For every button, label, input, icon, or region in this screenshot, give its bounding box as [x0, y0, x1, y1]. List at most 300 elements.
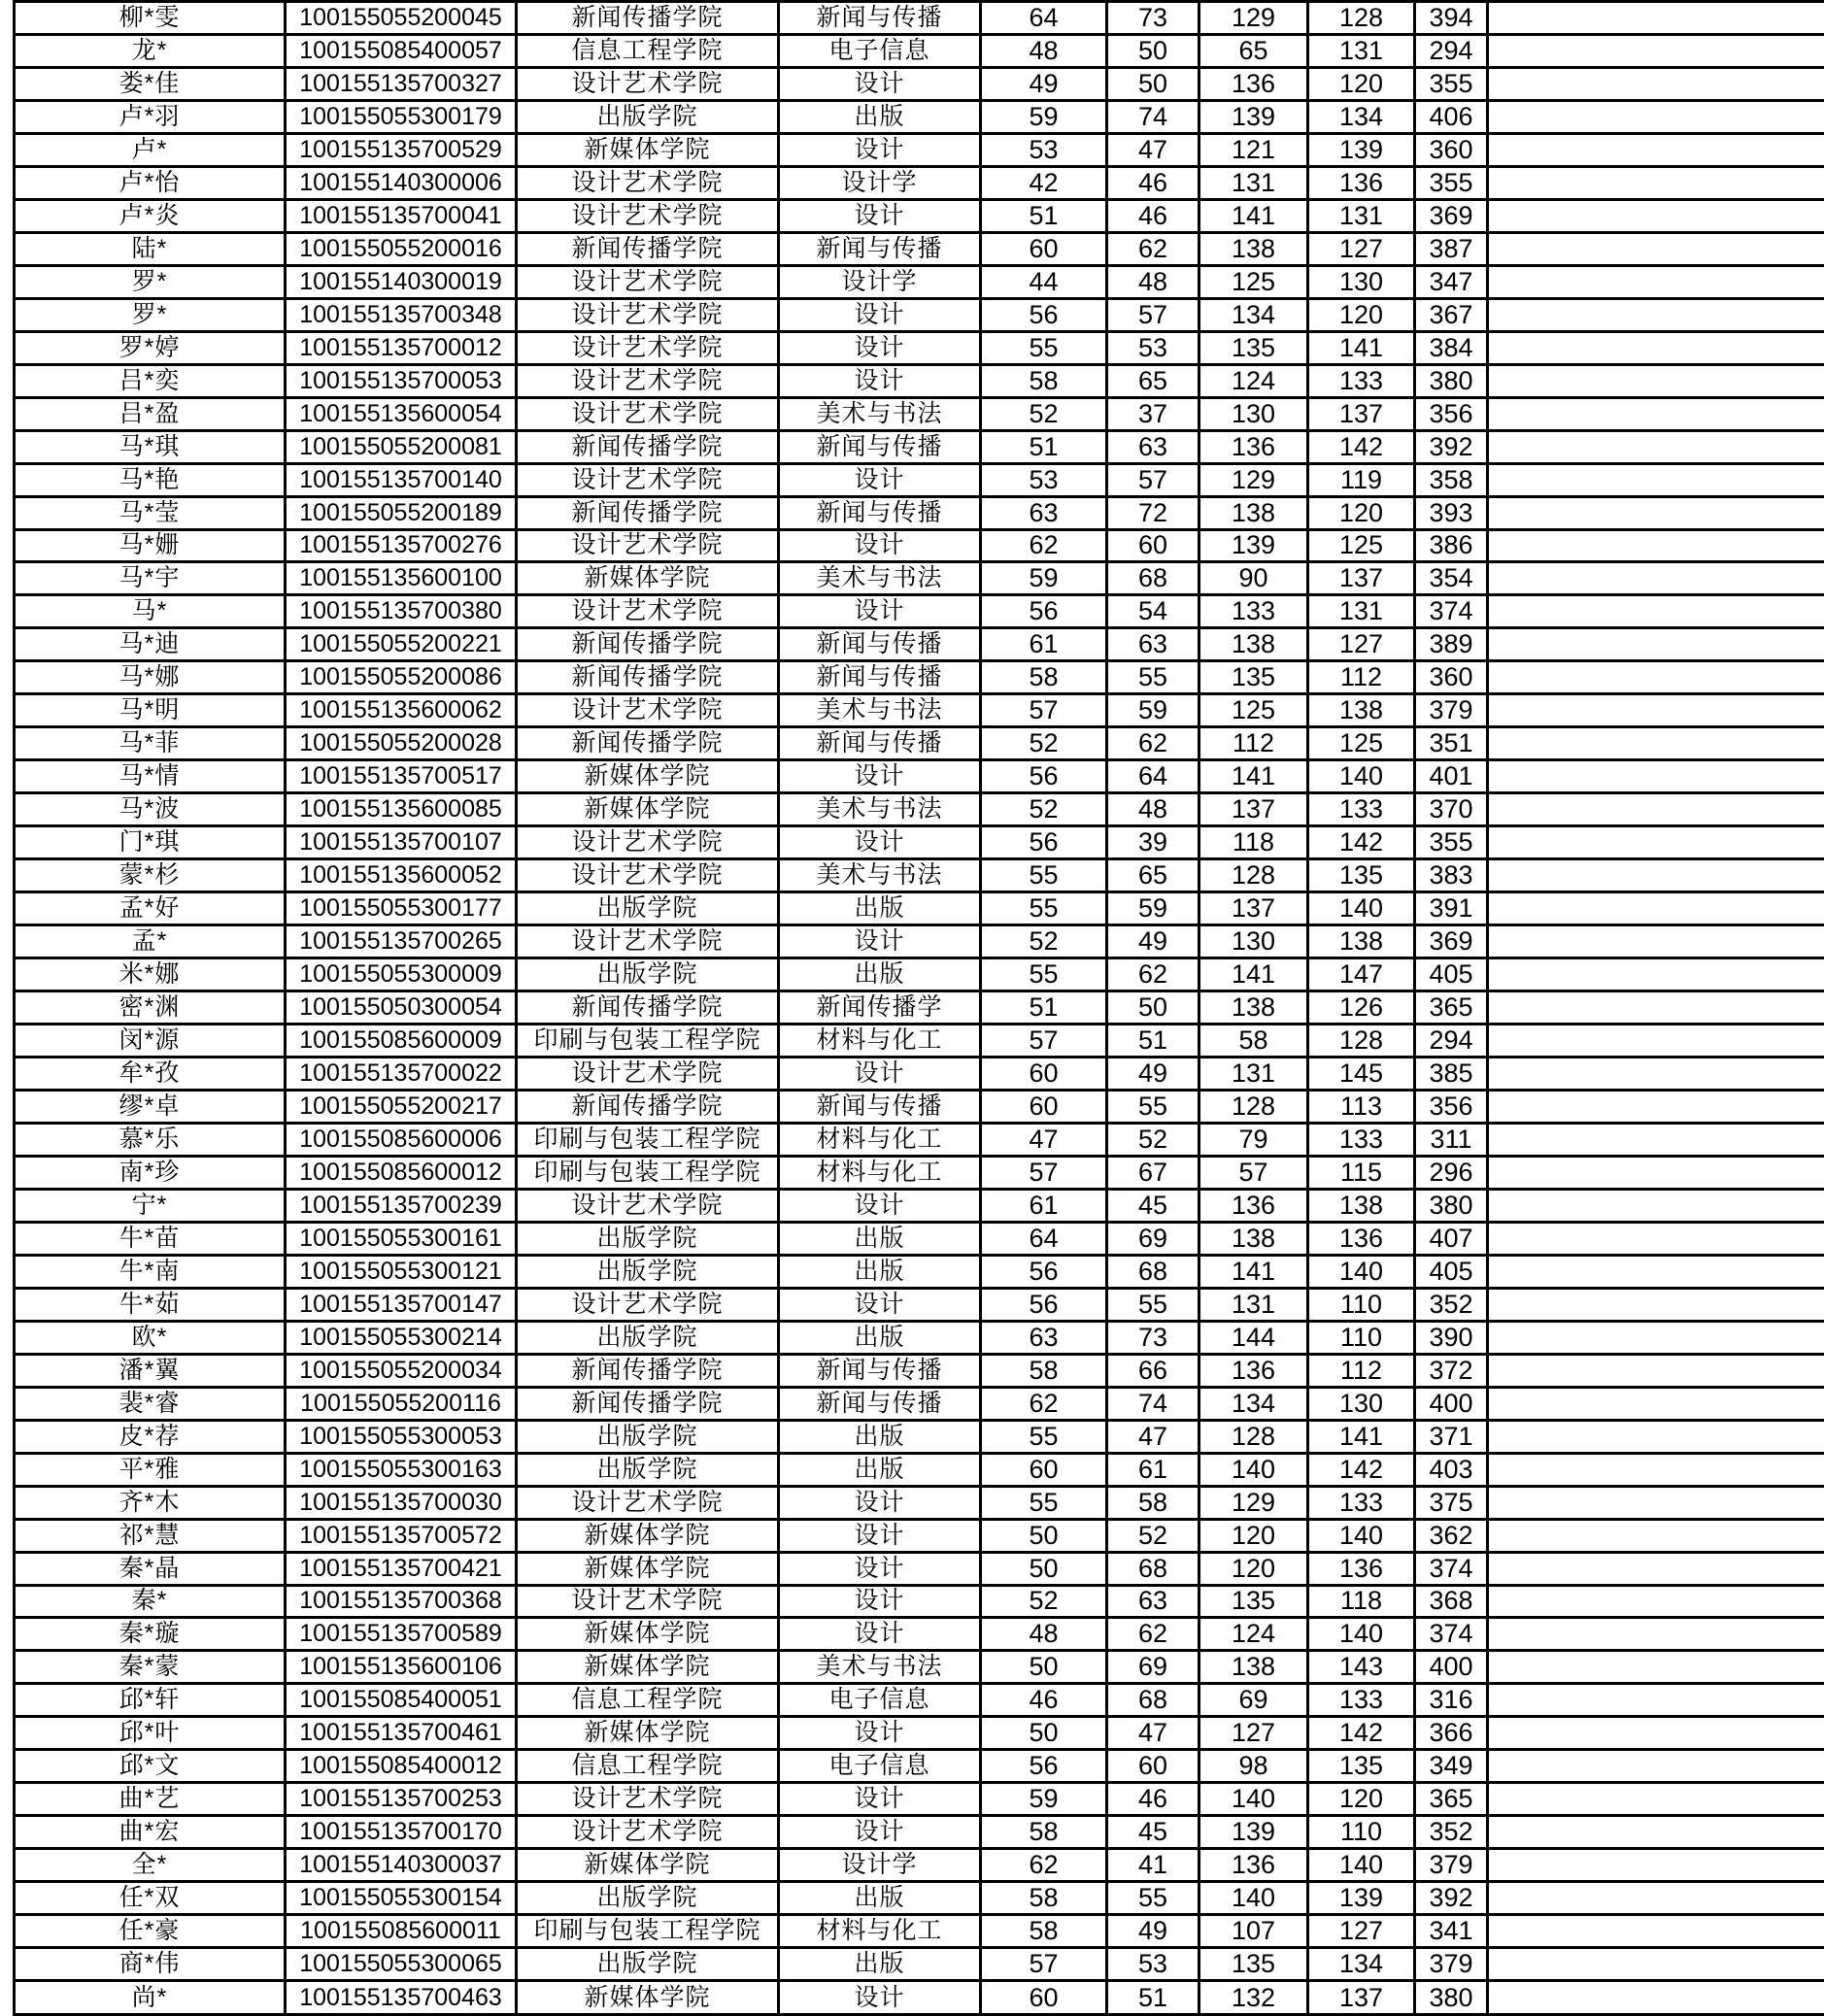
table-row: [15, 1025, 1824, 1058]
table-row: [15, 1948, 1824, 1981]
college-cell: 设计艺术学院: [517, 1816, 779, 1849]
empty-cell: [1488, 100, 1824, 133]
score3-cell: 120: [1199, 1519, 1308, 1552]
score4-cell: 134: [1308, 100, 1415, 133]
score1-cell: 60: [981, 1058, 1107, 1091]
name-cell: 慕*乐: [15, 1123, 286, 1156]
candidate_id-cell: 100155050300054: [286, 991, 517, 1025]
score2-cell: 46: [1107, 166, 1199, 199]
score3-cell: 131: [1199, 1288, 1308, 1321]
table-row: [15, 1618, 1824, 1651]
table-row: [15, 1156, 1824, 1189]
candidate_id-cell: 100155135700107: [286, 826, 517, 859]
total-cell: 401: [1415, 760, 1488, 793]
candidate_id-cell: 100155055300161: [286, 1222, 517, 1255]
empty-cell: [1488, 727, 1824, 760]
score4-cell: 112: [1308, 661, 1415, 694]
major-cell: 设计: [779, 1058, 981, 1091]
total-cell: 294: [1415, 1025, 1488, 1058]
score1-cell: 53: [981, 463, 1107, 496]
name-cell: 马*娜: [15, 661, 286, 694]
score3-cell: 135: [1199, 1948, 1308, 1981]
major-cell: 设计: [779, 298, 981, 331]
candidate_id-cell: 100155135600062: [286, 694, 517, 727]
table-row: [15, 1255, 1824, 1288]
score4-cell: 131: [1308, 595, 1415, 628]
name-cell: 秦*蒙: [15, 1651, 286, 1684]
major-cell: 新闻与传播: [779, 628, 981, 661]
total-cell: 385: [1415, 1058, 1488, 1091]
empty-cell: [1488, 133, 1824, 166]
score1-cell: 62: [981, 1387, 1107, 1420]
score2-cell: 55: [1107, 1090, 1199, 1123]
total-cell: 347: [1415, 265, 1488, 298]
table-row: [15, 133, 1824, 166]
score4-cell: 140: [1308, 1618, 1415, 1651]
total-cell: 405: [1415, 958, 1488, 991]
candidate_id-cell: 100155140300037: [286, 1849, 517, 1882]
score2-cell: 67: [1107, 1156, 1199, 1189]
candidate_id-cell: 100155055200034: [286, 1354, 517, 1387]
empty-cell: [1488, 1090, 1824, 1123]
score4-cell: 145: [1308, 1058, 1415, 1091]
total-cell: 369: [1415, 925, 1488, 958]
empty-cell: [1488, 1585, 1824, 1618]
name-cell: 门*琪: [15, 826, 286, 859]
score4-cell: 142: [1308, 430, 1415, 463]
college-cell: 设计艺术学院: [517, 67, 779, 100]
score1-cell: 48: [981, 34, 1107, 67]
major-cell: 美术与书法: [779, 859, 981, 892]
total-cell: 371: [1415, 1420, 1488, 1453]
major-cell: 设计: [779, 1585, 981, 1618]
table-row: [15, 1321, 1824, 1354]
total-cell: 316: [1415, 1684, 1488, 1717]
total-cell: 352: [1415, 1816, 1488, 1849]
table-row: [15, 529, 1824, 562]
score2-cell: 72: [1107, 496, 1199, 529]
empty-cell: [1488, 1354, 1824, 1387]
score4-cell: 138: [1308, 925, 1415, 958]
score1-cell: 55: [981, 331, 1107, 364]
major-cell: 设计: [779, 1486, 981, 1519]
score4-cell: 125: [1308, 529, 1415, 562]
table-row: [15, 1783, 1824, 1816]
score2-cell: 39: [1107, 826, 1199, 859]
score3-cell: 130: [1199, 397, 1308, 430]
candidate_id-cell: 100155135700012: [286, 331, 517, 364]
college-cell: 新媒体学院: [517, 1849, 779, 1882]
name-cell: 邱*轩: [15, 1684, 286, 1717]
score1-cell: 56: [981, 826, 1107, 859]
college-cell: 设计艺术学院: [517, 925, 779, 958]
name-cell: 秦*: [15, 1585, 286, 1618]
college-cell: 新媒体学院: [517, 562, 779, 595]
score3-cell: 129: [1199, 2, 1308, 35]
major-cell: 出版: [779, 100, 981, 133]
score3-cell: 141: [1199, 760, 1308, 793]
table-row: [15, 463, 1824, 496]
empty-cell: [1488, 529, 1824, 562]
table-row: [15, 1486, 1824, 1519]
empty-cell: [1488, 1717, 1824, 1750]
table-row: [15, 166, 1824, 199]
table-row: [15, 331, 1824, 364]
total-cell: 369: [1415, 199, 1488, 232]
candidate_id-cell: 100155135600052: [286, 859, 517, 892]
score3-cell: 138: [1199, 1651, 1308, 1684]
total-cell: 358: [1415, 463, 1488, 496]
table-row: [15, 1882, 1824, 1915]
major-cell: 设计: [779, 1717, 981, 1750]
score4-cell: 126: [1308, 991, 1415, 1025]
candidate_id-cell: 100155135700022: [286, 1058, 517, 1091]
empty-cell: [1488, 1651, 1824, 1684]
major-cell: 设计: [779, 760, 981, 793]
score4-cell: 142: [1308, 1717, 1415, 1750]
table-row: [15, 1552, 1824, 1585]
score3-cell: 131: [1199, 1058, 1308, 1091]
candidate_id-cell: 100155085600006: [286, 1123, 517, 1156]
name-cell: 闵*源: [15, 1025, 286, 1058]
major-cell: 设计: [779, 199, 981, 232]
score2-cell: 46: [1107, 1783, 1199, 1816]
major-cell: 设计学: [779, 265, 981, 298]
college-cell: 设计艺术学院: [517, 166, 779, 199]
score1-cell: 56: [981, 1750, 1107, 1783]
candidate_id-cell: 100155135700265: [286, 925, 517, 958]
empty-cell: [1488, 1387, 1824, 1420]
total-cell: 374: [1415, 595, 1488, 628]
candidate_id-cell: 100155135700239: [286, 1189, 517, 1222]
college-cell: 新媒体学院: [517, 1717, 779, 1750]
empty-cell: [1488, 1519, 1824, 1552]
table-row: [15, 34, 1824, 67]
score2-cell: 41: [1107, 1849, 1199, 1882]
empty-cell: [1488, 1123, 1824, 1156]
candidate_id-cell: 100155055200081: [286, 430, 517, 463]
college-cell: 出版学院: [517, 1321, 779, 1354]
college-cell: 设计艺术学院: [517, 463, 779, 496]
name-cell: 曲*宏: [15, 1816, 286, 1849]
name-cell: 秦*璇: [15, 1618, 286, 1651]
table-row: [15, 430, 1824, 463]
score2-cell: 50: [1107, 991, 1199, 1025]
score3-cell: 138: [1199, 991, 1308, 1025]
total-cell: 406: [1415, 100, 1488, 133]
score3-cell: 107: [1199, 1915, 1308, 1948]
major-cell: 新闻与传播: [779, 1387, 981, 1420]
major-cell: 出版: [779, 1420, 981, 1453]
score1-cell: 57: [981, 694, 1107, 727]
college-cell: 新闻传播学院: [517, 232, 779, 265]
major-cell: 新闻与传播: [779, 661, 981, 694]
table-row: [15, 265, 1824, 298]
score2-cell: 74: [1107, 100, 1199, 133]
candidate_id-cell: 100155055200028: [286, 727, 517, 760]
candidate_id-cell: 100155135700348: [286, 298, 517, 331]
score4-cell: 127: [1308, 232, 1415, 265]
score2-cell: 65: [1107, 364, 1199, 397]
major-cell: 出版: [779, 1882, 981, 1915]
total-cell: 393: [1415, 496, 1488, 529]
score2-cell: 53: [1107, 331, 1199, 364]
score3-cell: 138: [1199, 496, 1308, 529]
table-row: [15, 826, 1824, 859]
college-cell: 出版学院: [517, 1420, 779, 1453]
score4-cell: 133: [1308, 364, 1415, 397]
score1-cell: 62: [981, 1849, 1107, 1882]
candidate_id-cell: 100155135700327: [286, 67, 517, 100]
college-cell: 印刷与包装工程学院: [517, 1915, 779, 1948]
table-row: [15, 1585, 1824, 1618]
total-cell: 383: [1415, 859, 1488, 892]
empty-cell: [1488, 958, 1824, 991]
table-row: [15, 1189, 1824, 1222]
table-row: [15, 694, 1824, 727]
empty-cell: [1488, 562, 1824, 595]
candidate_id-cell: 100155135700030: [286, 1486, 517, 1519]
score3-cell: 141: [1199, 199, 1308, 232]
college-cell: 设计艺术学院: [517, 199, 779, 232]
total-cell: 379: [1415, 1849, 1488, 1882]
college-cell: 信息工程学院: [517, 1684, 779, 1717]
score3-cell: 140: [1199, 1783, 1308, 1816]
table-row: [15, 1750, 1824, 1783]
score2-cell: 57: [1107, 298, 1199, 331]
college-cell: 印刷与包装工程学院: [517, 1156, 779, 1189]
candidate_id-cell: 100155135700053: [286, 364, 517, 397]
score1-cell: 59: [981, 1783, 1107, 1816]
score3-cell: 129: [1199, 463, 1308, 496]
score4-cell: 127: [1308, 628, 1415, 661]
table-row: [15, 1058, 1824, 1091]
score3-cell: 134: [1199, 1387, 1308, 1420]
table-row: [15, 364, 1824, 397]
empty-cell: [1488, 925, 1824, 958]
candidate_id-cell: 100155140300006: [286, 166, 517, 199]
table-row: [15, 496, 1824, 529]
score1-cell: 52: [981, 793, 1107, 826]
college-cell: 新媒体学院: [517, 1519, 779, 1552]
score2-cell: 57: [1107, 463, 1199, 496]
total-cell: 380: [1415, 1981, 1488, 2015]
score4-cell: 140: [1308, 892, 1415, 925]
name-cell: 南*珍: [15, 1156, 286, 1189]
empty-cell: [1488, 1684, 1824, 1717]
score1-cell: 51: [981, 430, 1107, 463]
score3-cell: 134: [1199, 298, 1308, 331]
candidate_id-cell: 100155135700170: [286, 1816, 517, 1849]
name-cell: 缪*卓: [15, 1090, 286, 1123]
name-cell: 平*雅: [15, 1453, 286, 1486]
table-row: [15, 1849, 1824, 1882]
score3-cell: 128: [1199, 859, 1308, 892]
score3-cell: 112: [1199, 727, 1308, 760]
major-cell: 美术与书法: [779, 1651, 981, 1684]
score4-cell: 140: [1308, 1849, 1415, 1882]
score3-cell: 139: [1199, 529, 1308, 562]
total-cell: 360: [1415, 661, 1488, 694]
score2-cell: 62: [1107, 1618, 1199, 1651]
score1-cell: 56: [981, 595, 1107, 628]
total-cell: 379: [1415, 1948, 1488, 1981]
score3-cell: 141: [1199, 958, 1308, 991]
college-cell: 新媒体学院: [517, 1981, 779, 2015]
name-cell: 吕*盈: [15, 397, 286, 430]
score3-cell: 124: [1199, 1618, 1308, 1651]
empty-cell: [1488, 364, 1824, 397]
table-row: [15, 892, 1824, 925]
total-cell: 380: [1415, 364, 1488, 397]
college-cell: 出版学院: [517, 100, 779, 133]
college-cell: 信息工程学院: [517, 34, 779, 67]
college-cell: 设计艺术学院: [517, 364, 779, 397]
name-cell: 邱*文: [15, 1750, 286, 1783]
table-row: [15, 1090, 1824, 1123]
college-cell: 新媒体学院: [517, 1651, 779, 1684]
empty-cell: [1488, 397, 1824, 430]
score1-cell: 60: [981, 1453, 1107, 1486]
college-cell: 新闻传播学院: [517, 430, 779, 463]
candidate_id-cell: 100155140300019: [286, 265, 517, 298]
score2-cell: 62: [1107, 232, 1199, 265]
score1-cell: 56: [981, 298, 1107, 331]
candidate_id-cell: 100155055200045: [286, 2, 517, 35]
name-cell: 齐*木: [15, 1486, 286, 1519]
score1-cell: 53: [981, 133, 1107, 166]
name-cell: 孟*: [15, 925, 286, 958]
score1-cell: 61: [981, 628, 1107, 661]
major-cell: 电子信息: [779, 34, 981, 67]
college-cell: 出版学院: [517, 958, 779, 991]
major-cell: 设计: [779, 529, 981, 562]
score3-cell: 130: [1199, 925, 1308, 958]
major-cell: 设计: [779, 1552, 981, 1585]
total-cell: 405: [1415, 1255, 1488, 1288]
empty-cell: [1488, 628, 1824, 661]
score4-cell: 140: [1308, 1519, 1415, 1552]
college-cell: 设计艺术学院: [517, 1288, 779, 1321]
admission-score-table: [13, 0, 1824, 2016]
score2-cell: 46: [1107, 199, 1199, 232]
candidate_id-cell: 100155135600106: [286, 1651, 517, 1684]
college-cell: 新闻传播学院: [517, 2, 779, 35]
score4-cell: 141: [1308, 1420, 1415, 1453]
score1-cell: 46: [981, 1684, 1107, 1717]
score2-cell: 69: [1107, 1222, 1199, 1255]
candidate_id-cell: 100155135700147: [286, 1288, 517, 1321]
score4-cell: 140: [1308, 1255, 1415, 1288]
name-cell: 皮*荐: [15, 1420, 286, 1453]
total-cell: 407: [1415, 1222, 1488, 1255]
major-cell: 材料与化工: [779, 1123, 981, 1156]
total-cell: 296: [1415, 1156, 1488, 1189]
table-row: [15, 1354, 1824, 1387]
total-cell: 375: [1415, 1486, 1488, 1519]
empty-cell: [1488, 496, 1824, 529]
college-cell: 出版学院: [517, 1453, 779, 1486]
total-cell: 355: [1415, 67, 1488, 100]
empty-cell: [1488, 1849, 1824, 1882]
name-cell: 娄*佳: [15, 67, 286, 100]
score3-cell: 141: [1199, 1255, 1308, 1288]
empty-cell: [1488, 67, 1824, 100]
empty-cell: [1488, 265, 1824, 298]
candidate_id-cell: 100155135700589: [286, 1618, 517, 1651]
table-row: [15, 397, 1824, 430]
major-cell: 美术与书法: [779, 397, 981, 430]
name-cell: 潘*翼: [15, 1354, 286, 1387]
score2-cell: 52: [1107, 1519, 1199, 1552]
score4-cell: 115: [1308, 1156, 1415, 1189]
candidate_id-cell: 100155135700572: [286, 1519, 517, 1552]
score2-cell: 55: [1107, 1288, 1199, 1321]
major-cell: 设计学: [779, 166, 981, 199]
empty-cell: [1488, 1618, 1824, 1651]
score1-cell: 59: [981, 562, 1107, 595]
total-cell: 356: [1415, 1090, 1488, 1123]
score2-cell: 53: [1107, 1948, 1199, 1981]
table-row: [15, 661, 1824, 694]
major-cell: 材料与化工: [779, 1025, 981, 1058]
table-row: [15, 595, 1824, 628]
candidate_id-cell: 100155135700140: [286, 463, 517, 496]
empty-cell: [1488, 892, 1824, 925]
table-row: [15, 628, 1824, 661]
college-cell: 新媒体学院: [517, 1552, 779, 1585]
score1-cell: 48: [981, 1618, 1107, 1651]
score1-cell: 61: [981, 1189, 1107, 1222]
name-cell: 孟*好: [15, 892, 286, 925]
empty-cell: [1488, 1189, 1824, 1222]
score1-cell: 58: [981, 1354, 1107, 1387]
score1-cell: 55: [981, 1486, 1107, 1519]
score2-cell: 62: [1107, 727, 1199, 760]
score2-cell: 47: [1107, 133, 1199, 166]
score1-cell: 64: [981, 2, 1107, 35]
score3-cell: 118: [1199, 826, 1308, 859]
empty-cell: [1488, 166, 1824, 199]
name-cell: 罗*婷: [15, 331, 286, 364]
score3-cell: 125: [1199, 694, 1308, 727]
score2-cell: 65: [1107, 859, 1199, 892]
empty-cell: [1488, 34, 1824, 67]
college-cell: 新闻传播学院: [517, 1354, 779, 1387]
table-row: [15, 1519, 1824, 1552]
score4-cell: 140: [1308, 760, 1415, 793]
score2-cell: 63: [1107, 1585, 1199, 1618]
total-cell: 403: [1415, 1453, 1488, 1486]
score2-cell: 58: [1107, 1486, 1199, 1519]
score3-cell: 121: [1199, 133, 1308, 166]
name-cell: 马*: [15, 595, 286, 628]
score1-cell: 57: [981, 1156, 1107, 1189]
candidate_id-cell: 100155055300154: [286, 1882, 517, 1915]
major-cell: 设计: [779, 925, 981, 958]
empty-cell: [1488, 859, 1824, 892]
score4-cell: 137: [1308, 397, 1415, 430]
name-cell: 马*艳: [15, 463, 286, 496]
score2-cell: 74: [1107, 1387, 1199, 1420]
name-cell: 商*伟: [15, 1948, 286, 1981]
score1-cell: 55: [981, 1420, 1107, 1453]
score3-cell: 136: [1199, 1189, 1308, 1222]
major-cell: 出版: [779, 958, 981, 991]
score2-cell: 50: [1107, 67, 1199, 100]
score3-cell: 137: [1199, 793, 1308, 826]
score3-cell: 79: [1199, 1123, 1308, 1156]
